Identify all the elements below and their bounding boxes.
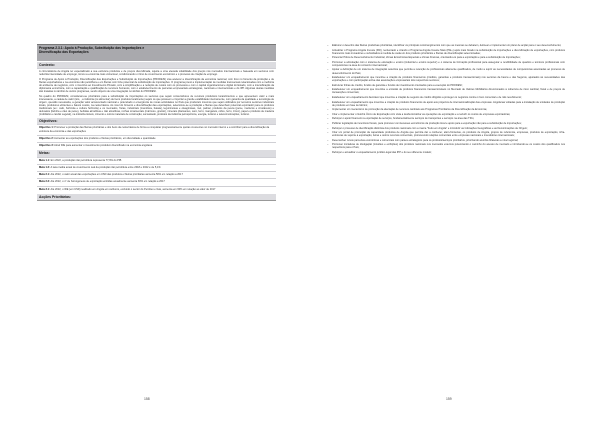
goal-label: Meta 2.2: <box>39 180 50 184</box>
dash-bullet-icon: – <box>327 44 329 47</box>
dash-bullet-icon: – <box>327 143 329 147</box>
goal-cell <box>37 164 276 171</box>
list-item <box>327 151 565 154</box>
context-paragraph: O Programa de Apoio à Produção, Diversificação das Exportações e Substituição de Importações (PRODESI) visa acelerar a diversificação da economia nacional, com foco no fomento da produção e de fileiras exportadoras e na economia não petrolífera e em fileiras com forte potencial de substituição de importações. O programa prevê a implementação de medidas transversais relacionadas com a melhoria do ambiente de negócios, com o incentivo ao Investimento Privado, com a simplificação e a redução de custos com os processos e com o capital organizacional e digital do Estado, com a intensificação da diplomacia económica, com a capacitação e qualificação de recursos humanos, com o estabelecimento de parcerias empresariais estratégicas, nacionais e internacionais e do IPP. Algumas destas medidas são tratadas no âmbito de outros programas, sendo objecto de uma integração no âmbito do PRODESI. <box>39 78 274 94</box>
context-header: Contexto: <box>37 61 276 68</box>
dash-bullet-icon: – <box>327 95 329 99</box>
objective-item <box>39 137 274 140</box>
goal-text: Até 2022, o nº de homogéneos de exportação emitidas anualmente aumenta 30% em relação a 2017 <box>50 180 165 184</box>
list-item-text: Publicar legislação de incentivos fiscais, para promover os interesses económicos da produção local e apoio para a exportação não para a substituição de importações; <box>332 122 522 125</box>
goal-label: Meta 2.1: <box>39 173 50 177</box>
list-item <box>327 101 565 107</box>
list-item-text: Implementar um mecanismo de promoção da afectação de recursos cambiais aos Programas Prioritários da Diversificação da Economia; <box>332 108 488 112</box>
objective-text: Promover a produção das fileiras prioritárias e dos bens da cesta básica de forma a conquistar progressivamente quotas crescentes no mercado interno e a contribuir para a diversificação da estrutura da economia e das exportações <box>39 126 270 133</box>
list-item-text: Reforçar e actualizar o enquadramento jurídico-legal das IPP e do seu diferente modelo; <box>332 151 432 155</box>
goal-cell <box>37 178 276 185</box>
list-item-text: Criar um portal de promoção da capacidade produtiva de Angola que permita dar a conhecer, além-fronteiras, os produtos de Angola, grupos de referência, empresas, produtos de exportação, infra-estruturas de suporte à exportação, feiras e outros recursos comerciais, promovendo relações comerciais entre empresas nacionais e investidores internacionais; <box>332 131 565 138</box>
dash-bullet-icon: – <box>327 68 329 72</box>
list-item-text: Elaborar o desenho das fileiras produtivas prioritárias, identificar os principais constrangimentos com que as mesmas se debatem, delinear e implementar um plano de acção para o seu desenvolvimento; <box>332 44 562 47</box>
page-number-left: 158 <box>144 397 150 401</box>
objective-label: Objectivo 1: <box>39 126 54 130</box>
goal-label: Meta 3.1: <box>39 187 50 191</box>
goal-item <box>39 166 274 169</box>
program-table <box>37 44 276 201</box>
goal-label: Meta 1.1: <box>39 158 50 162</box>
list-item <box>327 61 565 67</box>
objective-label: Objectivo 3: <box>39 143 54 147</box>
dash-bullet-icon: – <box>327 126 329 130</box>
priority-actions-header: Acções Prioritárias: <box>37 193 276 200</box>
list-item <box>327 131 565 137</box>
dash-bullet-icon: – <box>327 131 329 135</box>
objective-text: Aumentar as exportações dos produtos e fileiras prioritários, em diversidade e quantidade <box>54 136 156 140</box>
goal-text: Até 2022, o valor anual das exportações em USD das produtos e fileiras prioritárias aumenta 50% em relação a 2017 <box>50 173 183 177</box>
table-title-line-2: Diversificação das Exportações <box>39 50 89 55</box>
list-item-text: Estabelecer um enquadramento que incentive a criação de produtos financeiros de apoio aos projectos de internacionalização das empresas. Angolanas voltadas para a instalação de unidades de produção de produtos em fase de fabrico; <box>332 100 565 107</box>
list-item-text: Actualizar o Programa Angola Investe (PAI), reorientado e criando o Programa Angola Investe Mais (PAI+) após mais focado na substituição de importações e diversificação de exportações, com produtos financeiros mais inovadores e subsidiados à medida de cada um dos produtos prioritários e fileiras de diversificação seleccionadas; <box>332 48 565 55</box>
goal-text: Até 2022, o IDE (em USD) realizado em Angola em carburos, excluído o sector do Petróleo e Gás, aumenta em 60% em relação ao valor de 2017 <box>50 187 216 191</box>
dash-bullet-icon: – <box>327 88 329 92</box>
goal-text: A taxa média anual de crescimento real da produção não petrolífera entre 2018 e 2022 é de 5,1% <box>50 165 161 169</box>
objective-text: Atrair IDE para aumentar o investimento produtivo diversificado na economia angolana <box>54 143 153 147</box>
dash-bullet-icon: – <box>327 138 329 142</box>
dash-bullet-icon: – <box>327 112 329 116</box>
list-item-text: Estabelecer um enquadramento que incentive a emissão de produtos financeiros transaccionáveis no Mercado de Valores Mobiliários direccionados à cobertura de risco cambial, fiscal e de preços de transacções comerciais; <box>332 88 565 95</box>
list-item <box>327 108 565 111</box>
list-item-text: Estruturar linhas de crédito, fundos de garantia e fundos de investimento orientados para a execução do PRODESI; <box>332 83 463 87</box>
goal-cell <box>37 157 276 164</box>
context-cell <box>37 68 276 117</box>
goal-item <box>39 180 274 183</box>
list-item-text: Apoiar a definição de um sistema de integração selectiva que permita a retenção de profissionais altamente qualificados, de modo a suprir as necessidades de competências associadas ao processo de desenvolvimento do País; <box>332 68 565 75</box>
table-title <box>37 44 276 61</box>
list-item-text: Reforçar o processo de identificação distintiva dos produtos nacionais com a marca "Feito em Angola" e introduzir as Indicações Geográficas e as Denominações de Origem; <box>332 126 528 130</box>
list-item <box>327 127 565 130</box>
objective-item <box>39 144 274 147</box>
goal-item <box>39 159 274 162</box>
priority-actions-list <box>327 44 565 156</box>
dash-bullet-icon: – <box>327 60 329 64</box>
objective-label: Objectivo 2: <box>39 136 54 140</box>
dash-bullet-icon: – <box>327 83 329 87</box>
dash-bullet-icon: – <box>327 151 329 155</box>
dash-bullet-icon: – <box>327 117 329 121</box>
list-item-text: Reforçar o apoio financeiro à exportação de serviços, fundamentalmente serviços de transportes e serviços na área das TICs; <box>332 117 475 121</box>
dash-bullet-icon: – <box>327 76 329 80</box>
dash-bullet-icon: – <box>327 48 329 52</box>
list-item <box>327 68 565 74</box>
list-item-text: Potenciar Pólos de Desenvolvimento Industrial, Zonas Económicas Especiais e Zonas Francas, orientando-os para a exportação e para a substituição de importações; <box>332 56 521 60</box>
list-item <box>327 49 565 55</box>
goal-text: Em 2022, a produção não petrolífera representa 77,9% do PIB <box>50 158 122 162</box>
list-item <box>327 96 565 99</box>
list-item <box>327 44 565 47</box>
list-item <box>327 84 565 87</box>
list-item-text: Criar e implementar o Guichê Único de Exportação com vista a desburocratizar as operações de exportação e a reduzir os custos de empresas exportadoras; <box>332 112 511 116</box>
goals-header: Metas: <box>37 149 276 156</box>
goal-label: Meta 1.2: <box>39 165 50 169</box>
list-item <box>327 76 565 82</box>
list-item-text: Promover a articulação com o sistema de educação e ensino (industrial e ensino superior) e o sistema de formação profissional para assegurar a rendibilidade de quadros e técnicos profissionais com competências na área do comércio internacional; <box>332 60 565 67</box>
goal-cell <box>37 171 276 178</box>
objectives-header: Objectivos: <box>37 117 276 124</box>
dash-bullet-icon: – <box>327 56 329 60</box>
table-bottom-rule <box>37 200 276 201</box>
context-paragraph: No quadro do PRODESI, consideram-se prioritários para a substituição de importações os sectores que sejam consumidores de recursos produtivos locais/internos e que apresentem valor e mais interessante, a cadeia de valor (isto, , a indústria (ou alimentar) de bens produtos localmente) sejam os que possuem e importar a grande estabilidade internamente, com garantia da qualidade e tecnologia de origem, questão necessária, a geração valor acrescentado nacional e potenciado o emergência de novas actividades no País que produzam insumos que sejam utilizados por terceiros sectores industriais locais, produtores eficientes e baixos custos, na cesta básica. Ao nível do fomento e diversificação das exportações, selecionou-se a produção e fileiras que detenham potencial exportador para os produtos tradicionais (ex.: café, horticola e cultura hortícola) e os mercados, frutas, industriais (mandioca, batata), leguminosas e oleaginosas, mel, palmar, produtos da pesca (peixe, mariscos e crustáceos) e derivados (farinha e óleo de peixe), bebidas alcoólicas e não alcoólicas, rochas ornamentais (mármore, granito), minerais (diamantes, ouro, ferro, manganês, cobre, ferro, zinco), papel e produtos de madeira (mobiliário e carvão vegetal), na indústria têxteis, cimento e outros materiais de construção, sal salvado, produtos da indústria petroquímica, energia, turismo e telecomunicações, turismo. <box>39 94 274 117</box>
goal-cell <box>37 186 276 193</box>
goal-item <box>39 173 274 176</box>
list-item <box>327 143 565 149</box>
list-item <box>327 117 565 120</box>
context-paragraph: A circunstância de Angola ter especializado a sua estrutura produtiva e de preços diversificada, sujeita a uma elevada volatilidade dos preços nos mercados internacionais e baseada em sectores com reduzida intensidade de emprego, tornou a economia mais vulnerável, condicionando o ritmo de crescimento económico e o processo de criação de emprego. <box>39 70 274 77</box>
list-item <box>327 122 565 125</box>
objective-cell <box>37 124 276 134</box>
list-item <box>327 56 565 59</box>
list-item-text: Desenvolver novos parcerias económicas e comerciais com países estratégicos para os produtos/serviços prioritários, priorizando acordos bilaterais a nível regional; <box>332 138 519 142</box>
objective-item <box>39 126 274 132</box>
page-number-right: 159 <box>446 397 452 401</box>
goal-item <box>39 188 274 191</box>
list-item-text: Estabelecer um enquadramento favorável que incentive a criação de seguros de crédito dirigidos a proteger os negócios contra o risco comercial e de não recebimento; <box>332 95 522 99</box>
table-title-line-1: Programa 2.3.1: Apoio à Produção, Substituição das Importações e <box>39 46 145 50</box>
list-item-text: Promover iniciativas de divulgação (missões e exibições) dos produtos nacionais nos mercados externos potenciando o caminho do acesso de mercado e inimizando-se os custos dos qualificados nos respectivos para o País; <box>332 143 565 150</box>
dash-bullet-icon: – <box>327 122 329 125</box>
list-item <box>327 139 565 142</box>
list-item <box>327 113 565 116</box>
dash-bullet-icon: – <box>327 100 329 104</box>
objective-cell <box>37 142 276 149</box>
list-item <box>327 88 565 94</box>
objective-cell <box>37 135 276 142</box>
list-item-text: Estabelecer um enquadramento que incentive a criação de produtos financeiros (créditos, garantias e produtos transaccionais) nos sectores da banca e das Seguros, ajustados às necessidades das exportações e com participação activa das associações empresariais dos respectivos sectores; <box>332 76 565 83</box>
dash-bullet-icon: – <box>327 108 329 112</box>
